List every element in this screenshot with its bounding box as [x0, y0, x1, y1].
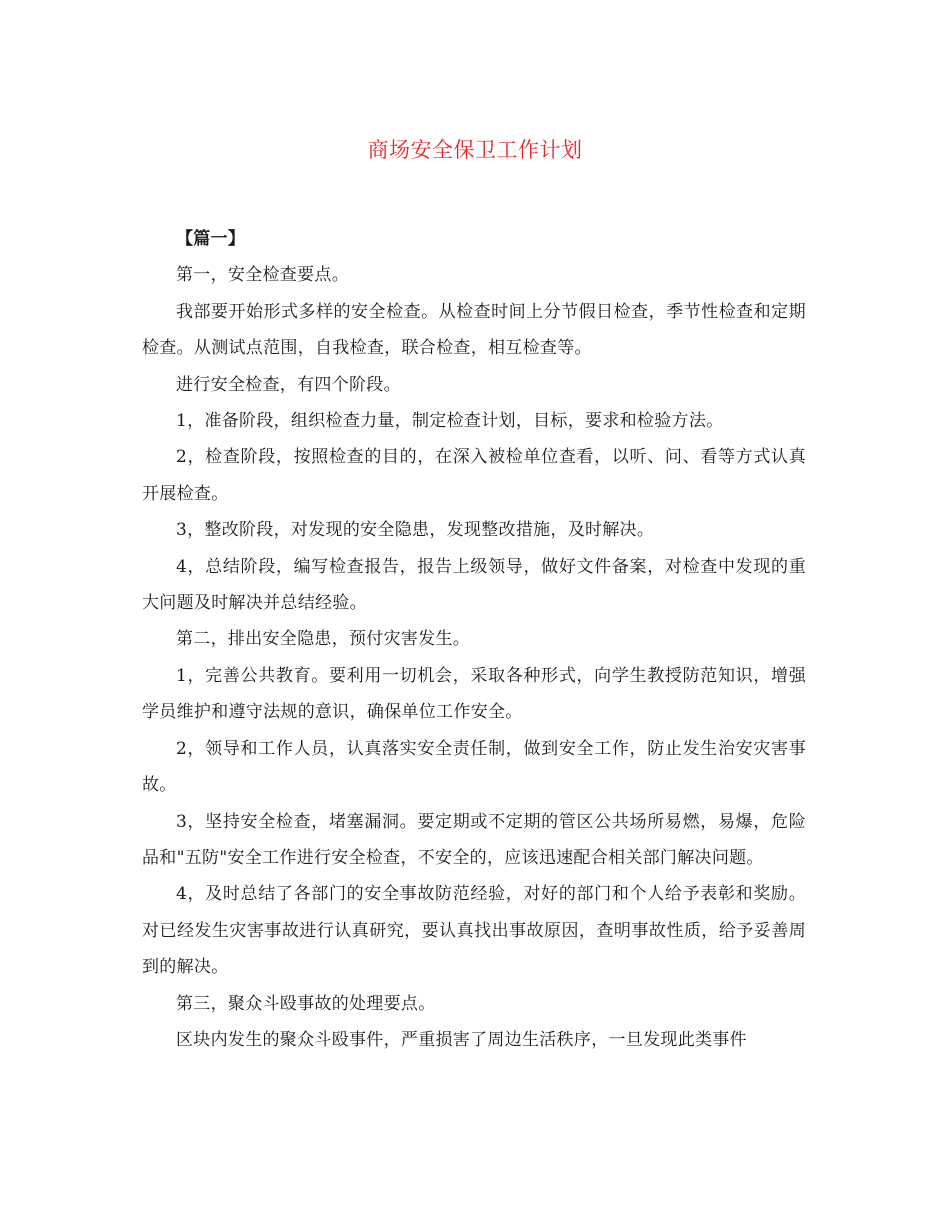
paragraph: 3，坚持安全检查，堵塞漏洞。要定期或不定期的管区公共场所易燃，易爆，危险品和"五防"安全工作进行安全检查，不安全的，应该迅速配合相关部门解决问题。 — [142, 811, 806, 868]
paragraph: 1，准备阶段，组织检查力量，制定检查计划，目标，要求和检验方法。 — [176, 411, 724, 432]
section-label: 【篇一】 — [176, 229, 246, 249]
paragraph: 进行安全检查，有四个阶段。 — [176, 374, 401, 395]
document-title: 商场安全保卫工作计划 — [367, 138, 583, 162]
paragraph: 4，及时总结了各部门的安全事故防范经验，对好的部门和个人给予表彰和奖励。对已经发生灾害事故进行认真研究，要认真找出事故原因，查明事故性质，给予妥善周到的解决。 — [142, 884, 806, 978]
paragraph: 3，整改阶段，对发现的安全隐患，发现整改措施，及时解决。 — [176, 520, 655, 541]
paragraph: 我部要开始形式多样的安全检查。从检查时间上分节假日检查，季节性检查和定期检查。从测试点范围，自我检查，联合检查，相互检查等。 — [142, 301, 806, 359]
paragraph: 第一，安全检查要点。 — [176, 265, 349, 286]
paragraph: 1，完善公共教育。要利用一切机会，采取各种形式，向学生教授防范知识，增强学员维护和遵守法规的意识，确保单位工作安全。 — [142, 665, 806, 723]
paragraph: 第三，聚众斗殴事故的处理要点。 — [176, 993, 436, 1014]
paragraph: 区块内发生的聚众斗殴事件，严重损害了周边生活秩序，一旦发现此类事件 — [176, 1029, 747, 1050]
paragraph: 2，领导和工作人员，认真落实安全责任制，做到安全工作，防止发生治安灾害事故。 — [142, 738, 806, 796]
document-body — [142, 221, 806, 1058]
paragraph: 2，检查阶段，按照检查的目的，在深入被检单位查看，以听、问、看等方式认真开展检查。 — [142, 447, 806, 504]
paragraph: 4，总结阶段，编写检查报告，报告上级领导，做好文件备案，对检查中发现的重大问题及时解决并总结经验。 — [142, 556, 806, 614]
paragraph: 第二，排出安全隐患，预付灾害发生。 — [176, 629, 471, 650]
